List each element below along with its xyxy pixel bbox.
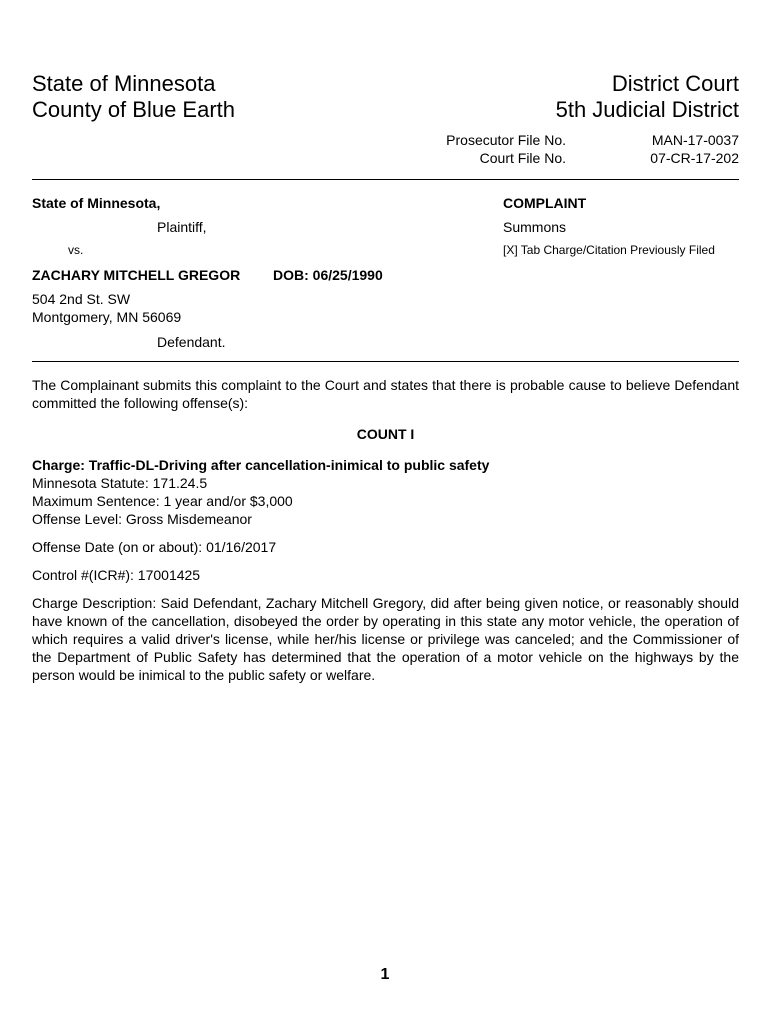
prosecutor-file-value: MAN-17-0037 bbox=[651, 132, 739, 148]
defendant-address bbox=[32, 290, 181, 326]
court-name: District Court bbox=[611, 71, 739, 96]
file-number-values bbox=[650, 131, 739, 167]
divider-top bbox=[32, 179, 739, 180]
page-number: 1 bbox=[380, 966, 390, 983]
prosecutor-file-label: Prosecutor File No. bbox=[446, 132, 566, 148]
offense-level-line: Offense Level: Gross Misdemeanor bbox=[32, 511, 252, 527]
defendant-name: ZACHARY MITCHELL GREGOR bbox=[32, 267, 241, 283]
address-line-2: Montgomery, MN 56069 bbox=[32, 309, 182, 325]
plaintiff-name: State of Minnesota, bbox=[32, 195, 161, 211]
court-header-right bbox=[556, 71, 739, 123]
charge-description: Charge Description: Said Defendant, Zachary Mitchell Gregory, did after being given notice, or reasonably should have known of the cancellation, disobeyed the order by operating in this state any motor vehicle, the operation of which requires a valid driver's license, while her/his license or privilege was canceled; and the Commissioner of the Department of Public Safety has determined that the operation of a motor vehicle on the highways by the person would be inimical to the public safety or welfare. bbox=[32, 595, 739, 683]
offense-date-line: Offense Date (on or about): 01/16/2017 bbox=[32, 539, 277, 555]
versus-label: vs. bbox=[68, 243, 84, 257]
court-file-label: Court File No. bbox=[479, 150, 566, 166]
complaint-title: COMPLAINT bbox=[503, 195, 587, 211]
county-name: County of Blue Earth bbox=[32, 97, 236, 122]
max-sentence-line: Maximum Sentence: 1 year and/or $3,000 bbox=[32, 493, 293, 509]
plaintiff-label: Plaintiff, bbox=[157, 219, 207, 235]
count-title: COUNT I bbox=[356, 426, 415, 442]
summons-label: Summons bbox=[503, 219, 567, 235]
state-name: State of Minnesota bbox=[32, 71, 216, 96]
divider-middle bbox=[32, 361, 739, 362]
charge-title: Charge: Traffic-DL-Driving after cancellation-inimical to public safety bbox=[32, 457, 490, 473]
statute-line: Minnesota Statute: 171.24.5 bbox=[32, 475, 208, 491]
file-number-labels bbox=[436, 131, 566, 167]
control-number-line: Control #(ICR#): 17001425 bbox=[32, 567, 201, 583]
intro-paragraph: The Complainant submits this complaint to the Court and states that there is probable cause to believe Defendant committed the following offense(s): bbox=[32, 377, 739, 411]
court-file-value: 07-CR-17-202 bbox=[650, 150, 739, 166]
address-line-1: 504 2nd St. SW bbox=[32, 291, 131, 307]
tab-charge-label: [X] Tab Charge/Citation Previously Filed bbox=[503, 243, 715, 257]
defendant-dob: DOB: 06/25/1990 bbox=[273, 267, 383, 283]
court-header-left bbox=[32, 71, 235, 123]
defendant-label: Defendant. bbox=[157, 334, 226, 350]
judicial-district: 5th Judicial District bbox=[555, 97, 739, 122]
